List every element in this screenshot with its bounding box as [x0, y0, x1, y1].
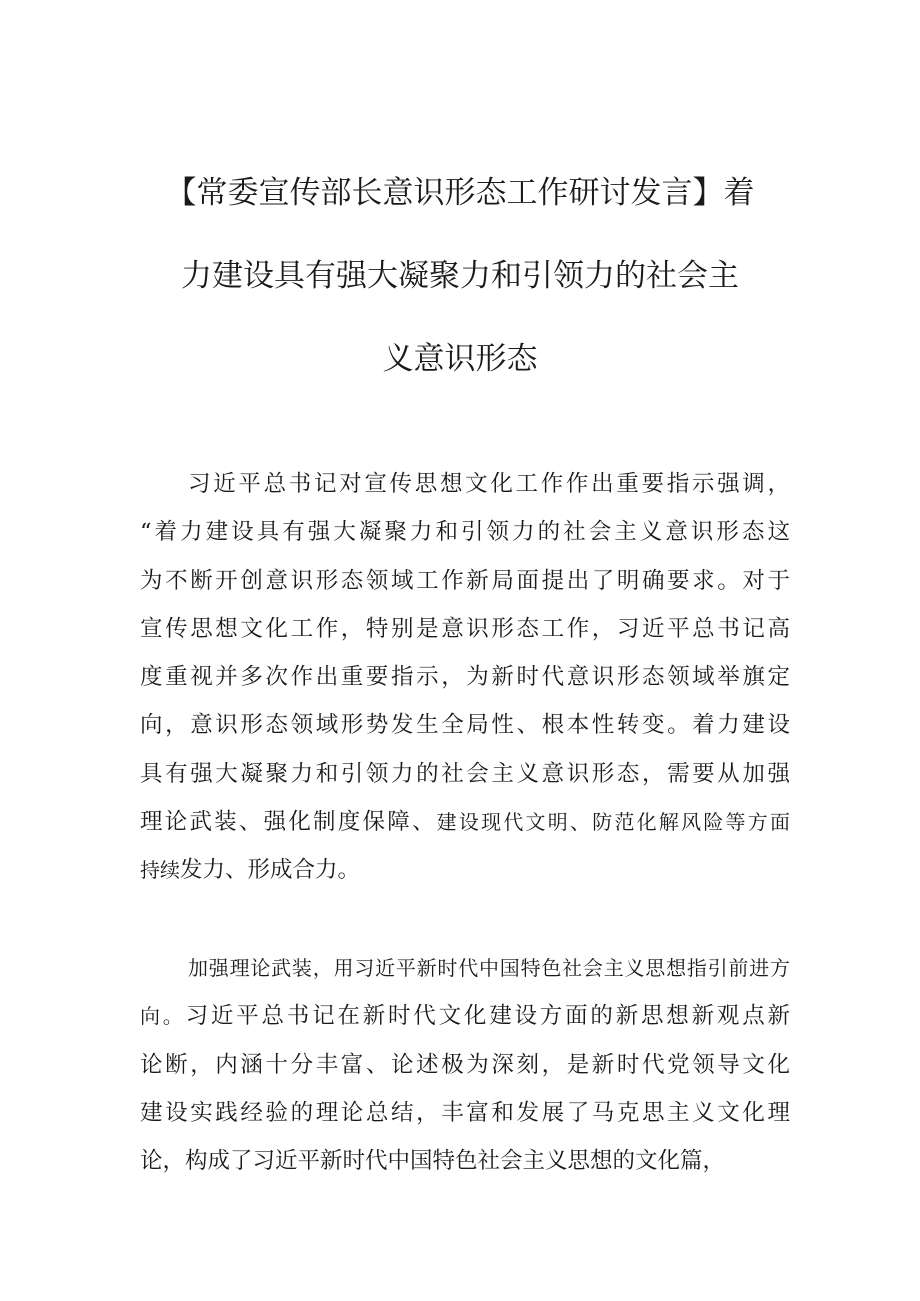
paragraph-theory [140, 944, 790, 1185]
text-run: 习近平总书记在新时代文化建设方面的新思想新观点新 [185, 1003, 790, 1030]
paragraph-line: 论断，内涵十分丰富、论述极为深刻，是新时代党领导文化 [140, 1051, 790, 1078]
paragraph-line [140, 846, 790, 894]
title-line-3: 义意识形态 [382, 341, 538, 377]
paragraph-line: 度重视并多次作出重要指示，为新时代意识形态领域举旗定 [140, 664, 790, 691]
paragraph-line: 为不断开创意识形态领域工作新局面提出了明确要求。对于 [140, 567, 790, 594]
text-run: 持续 [140, 858, 180, 883]
text-run: 建设现代文明、防范 [436, 810, 637, 835]
paragraph-intro [140, 460, 790, 895]
paragraph-line: “着力建设具有强大凝聚力和引领力的社会主义意识形态这 [140, 519, 790, 546]
text-run: 化解风险等方面 [636, 810, 791, 835]
document-title [120, 152, 800, 401]
text-run: 向。 [140, 1004, 186, 1029]
text-run: 理论武装、强化制度保障、 [140, 809, 437, 836]
paragraph-line: 建设实践经验的理论总结，丰富和发展了马克思主义文化理 [140, 1099, 790, 1126]
section-heading-line: 加强理论武装，用习近平新时代中国特色社会主义思想指引前进方 [188, 956, 790, 980]
title-line-2: 力建设具有强大凝聚力和引领力的社会主 [181, 258, 739, 294]
paragraph-line: 习近平总书记对宣传思想文化工作作出重要指示强调， [188, 471, 790, 497]
paragraph-line: 向，意识形态领域形势发生全局性、根本性转变。着力建设 [140, 712, 790, 739]
paragraph-line [140, 798, 790, 846]
paragraph-line [140, 992, 790, 1040]
paragraph-line: 宣传思想文化工作，特别是意识形态工作，习近平总书记高 [140, 615, 790, 642]
paragraph-line: 论，构成了习近平新时代中国特色社会主义思想的文化篇， [140, 1148, 726, 1175]
title-line-1: 【常委宣传部长意识形态工作研讨发言】着 [165, 175, 755, 211]
paragraph-line: 具有强大凝聚力和引领力的社会主义意识形态，需要从加强 [140, 760, 790, 787]
text-run: 发力、形成合力。 [180, 857, 361, 884]
